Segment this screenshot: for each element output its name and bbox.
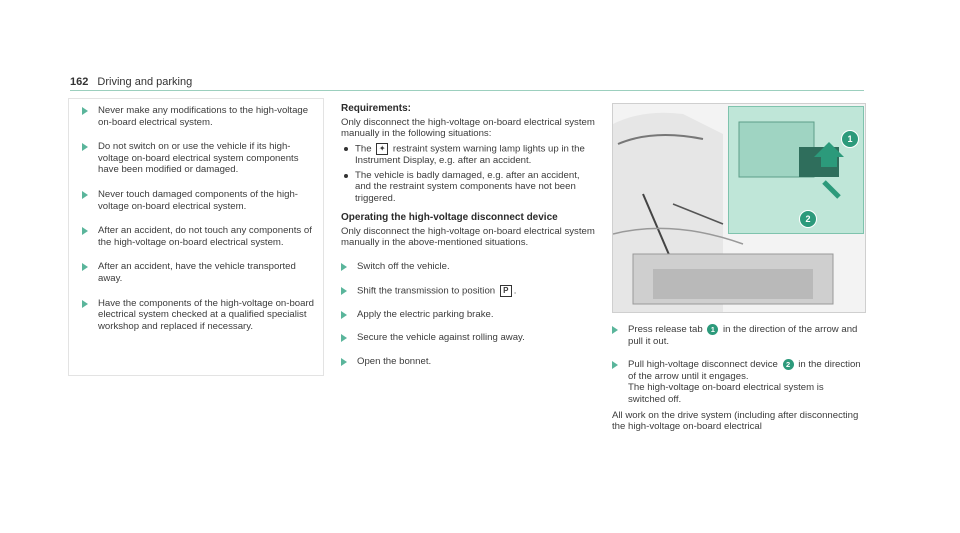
page-header bbox=[70, 76, 192, 88]
requirement-item: The ✦ restraint system warning lamp lights up in the Instrument Display, e.g. after an accident. bbox=[341, 143, 595, 167]
step-item: Switch off the vehicle. bbox=[341, 261, 595, 273]
step-item: Secure the vehicle against rolling away. bbox=[341, 332, 595, 344]
warning-item: Do not switch on or use the vehicle if its high-voltage on-board electrical system components have been modified or damaged. bbox=[82, 141, 317, 176]
step-result: The high-voltage on-board electrical system is switched off. bbox=[628, 382, 824, 406]
callout-badge-1: 1 bbox=[707, 324, 718, 335]
header-divider bbox=[70, 90, 864, 91]
closing-paragraph: All work on the drive system (including after disconnecting the high-voltage on-board electrical bbox=[612, 409, 859, 433]
operating-heading: Operating the high-voltage disconnect device bbox=[341, 212, 558, 224]
requirements-intro: Only disconnect the high-voltage on-board electrical system manually in the following situations: bbox=[341, 116, 595, 140]
requirements-heading: Requirements: bbox=[341, 103, 412, 114]
warning-item: Never make any modifications to the high-voltage on-board electrical system. bbox=[82, 105, 317, 128]
step-item: Shift the transmission to position P . bbox=[341, 285, 595, 297]
callout-badge-2: 2 bbox=[783, 359, 794, 370]
arrow-icon bbox=[82, 143, 88, 151]
requirement-item: The vehicle is badly damaged, e.g. after an accident, and the restraint system components have not been triggered. bbox=[341, 170, 595, 205]
right-column bbox=[612, 324, 862, 433]
detail-inset bbox=[728, 106, 864, 234]
step-item: Apply the electric parking brake. bbox=[341, 309, 595, 321]
page-number: 162 bbox=[70, 76, 89, 88]
operating-intro: Only disconnect the high-voltage on-board electrical system manually in the above-mentioned situations. bbox=[341, 225, 595, 249]
warning-item: After an accident, have the vehicle transported away. bbox=[82, 261, 317, 284]
arrow-icon bbox=[612, 326, 618, 334]
step-item: Pull high-voltage disconnect device 2 in the direction of the arrow until it engages. The high-voltage on-board electrical system is switched off. bbox=[612, 359, 862, 405]
arrow-icon bbox=[82, 107, 88, 115]
arrow-icon bbox=[82, 263, 88, 271]
arrow-icon bbox=[341, 263, 347, 271]
middle-column bbox=[341, 103, 595, 368]
arrow-icon bbox=[82, 227, 88, 235]
warning-item: Never touch damaged components of the high-voltage on-board electrical system. bbox=[82, 189, 317, 212]
park-position-icon: P bbox=[500, 285, 512, 297]
callout-1: 1 bbox=[841, 130, 859, 148]
arrow-icon bbox=[341, 311, 347, 319]
section-title: Driving and parking bbox=[97, 76, 193, 88]
arrow-icon bbox=[341, 287, 347, 295]
arrow-icon bbox=[341, 358, 347, 366]
arrow-icon bbox=[341, 334, 347, 342]
arrow-icon bbox=[82, 191, 88, 199]
warning-list bbox=[82, 105, 317, 345]
warning-item: After an accident, do not touch any components of the high-voltage on-board electrical system. bbox=[82, 225, 317, 248]
step-item: Open the bonnet. bbox=[341, 356, 595, 368]
bullet-icon bbox=[344, 174, 348, 178]
step-item: Press release tab 1 in the direction of the arrow and pull it out. bbox=[612, 324, 862, 347]
callout-2: 2 bbox=[799, 210, 817, 228]
warning-item: Have the components of the high-voltage on-board electrical system checked at a qualified specialist workshop and replaced if necessary. bbox=[82, 298, 317, 333]
engine-bay-figure bbox=[612, 103, 866, 313]
arrow-icon bbox=[612, 361, 618, 369]
arrow-icon bbox=[82, 300, 88, 308]
airbag-warning-icon: ✦ bbox=[376, 143, 388, 155]
bullet-icon bbox=[344, 147, 348, 151]
